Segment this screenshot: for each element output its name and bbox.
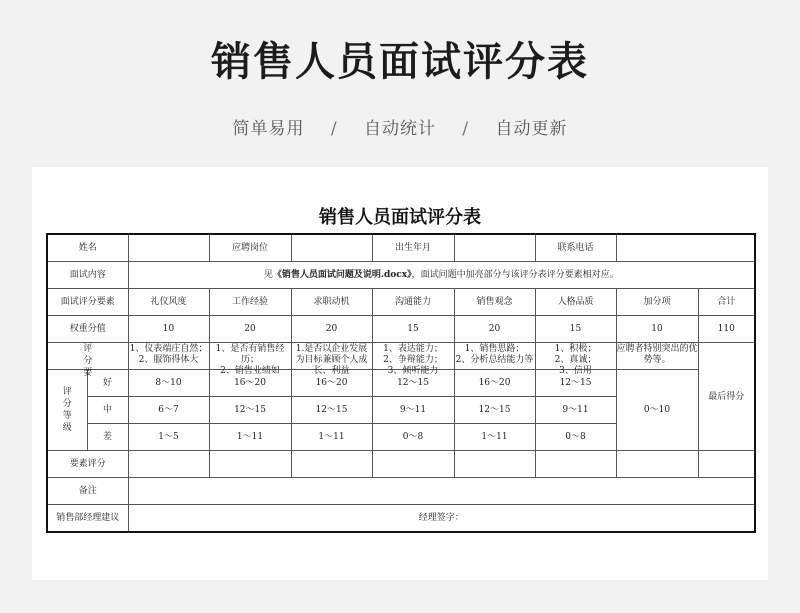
element-etiquette: 礼仪风度 bbox=[128, 289, 209, 316]
grade-cell: 1～5 bbox=[128, 424, 209, 451]
grade-level-good: 好 bbox=[87, 370, 128, 397]
grade-cell: 16～20 bbox=[291, 370, 372, 397]
document-sheet bbox=[32, 167, 768, 580]
factor-label: 要素评分 bbox=[47, 451, 128, 478]
grade-cell: 9～11 bbox=[535, 397, 616, 424]
position-label: 应聘岗位 bbox=[209, 234, 291, 262]
remark-label: 备注 bbox=[47, 478, 128, 505]
final-score-label: 最后得分 bbox=[698, 343, 755, 451]
desc-sales-concept: 1、销售思路； 2、分析总结能力等 bbox=[454, 343, 535, 370]
content-row bbox=[47, 262, 755, 289]
weight-cell: 15 bbox=[372, 316, 454, 343]
tag-auto-update: 自动更新 bbox=[495, 119, 568, 139]
remark-row bbox=[47, 478, 755, 505]
factor-input-cell[interactable] bbox=[616, 451, 698, 478]
elements-label: 面试评分要素 bbox=[47, 289, 128, 316]
elements-row bbox=[47, 289, 755, 316]
grade-cell: 8～10 bbox=[128, 370, 209, 397]
grade-cell: 1～11 bbox=[291, 424, 372, 451]
desc-bonus: 应聘者特别突出的优势等。 bbox=[616, 343, 698, 370]
grade-label: 评 分 等 级 bbox=[47, 370, 87, 451]
desc-communication: 1、表达能力； 2、争辩能力； 3、倾听能力 bbox=[372, 343, 454, 370]
phone-input-cell[interactable] bbox=[616, 234, 755, 262]
weights-row bbox=[47, 316, 755, 343]
grade-cell: 9～11 bbox=[372, 397, 454, 424]
birth-input-cell[interactable] bbox=[454, 234, 535, 262]
name-label: 姓名 bbox=[47, 234, 128, 262]
factor-input-cell[interactable] bbox=[535, 451, 616, 478]
grade-cell: 1～11 bbox=[454, 424, 535, 451]
grade-cell: 16～20 bbox=[454, 370, 535, 397]
desc-label: 评 分 要 bbox=[47, 343, 128, 370]
grade-cell: 16～20 bbox=[209, 370, 291, 397]
element-experience: 工作经验 bbox=[209, 289, 291, 316]
name-input-cell[interactable] bbox=[128, 234, 209, 262]
grade-cell: 12～15 bbox=[535, 370, 616, 397]
factor-input-cell[interactable] bbox=[209, 451, 291, 478]
element-motivation: 求职动机 bbox=[291, 289, 372, 316]
grade-cell: 12～15 bbox=[372, 370, 454, 397]
element-character: 人格品质 bbox=[535, 289, 616, 316]
weights-label: 权重分值 bbox=[47, 316, 128, 343]
birth-label: 出生年月 bbox=[372, 234, 454, 262]
weight-cell: 20 bbox=[291, 316, 372, 343]
desc-etiquette: 1、仪表端庄自然； 2、服饰得体大 bbox=[128, 343, 209, 370]
factor-input-cell[interactable] bbox=[372, 451, 454, 478]
grade-cell: 12～15 bbox=[454, 397, 535, 424]
factor-row bbox=[47, 451, 755, 478]
desc-character: 1、积极； 2、真诚； 3、信用 bbox=[535, 343, 616, 370]
grade-cell: 1～11 bbox=[209, 424, 291, 451]
sheet-title: 销售人员面试评分表 bbox=[319, 207, 481, 228]
score-table bbox=[46, 233, 756, 533]
info-row bbox=[47, 234, 755, 262]
grade-cell: 6～7 bbox=[128, 397, 209, 424]
element-communication: 沟通能力 bbox=[372, 289, 454, 316]
manager-sign-cell[interactable] bbox=[128, 505, 755, 533]
grade-cell: 12～15 bbox=[291, 397, 372, 424]
hero-title: 销售人员面试评分表 bbox=[211, 39, 589, 85]
weight-cell: 20 bbox=[454, 316, 535, 343]
element-bonus: 加分项 bbox=[616, 289, 698, 316]
bonus-range: 0～10 bbox=[616, 370, 698, 451]
tag-separator: / bbox=[330, 119, 338, 139]
desc-motivation: 1.是否以企业发展为目标兼顾个人成长、利益 bbox=[291, 343, 372, 370]
tag-separator: / bbox=[462, 119, 470, 139]
manager-label: 销售部经理建议 bbox=[47, 505, 128, 533]
factor-input-cell[interactable] bbox=[698, 451, 755, 478]
weight-cell: 10 bbox=[128, 316, 209, 343]
weight-cell: 20 bbox=[209, 316, 291, 343]
factor-input-cell[interactable] bbox=[128, 451, 209, 478]
desc-experience: 1、是否有销售经历； 2、销售业绩如 bbox=[209, 343, 291, 370]
subtitle-tags bbox=[0, 114, 800, 139]
element-total: 合计 bbox=[698, 289, 755, 316]
content-text: 见《销售人员面试问题及说明.docx》，面试问题中加亮部分与该评分表评分要素相对应。 bbox=[128, 262, 755, 289]
desc-row bbox=[47, 343, 755, 370]
grade-level-medium: 中 bbox=[87, 397, 128, 424]
manager-row bbox=[47, 505, 755, 533]
grade-cell: 0～8 bbox=[372, 424, 454, 451]
weight-cell: 15 bbox=[535, 316, 616, 343]
tag-auto-stat: 自动统计 bbox=[364, 119, 436, 139]
grade-cell: 12～15 bbox=[209, 397, 291, 424]
weight-cell: 10 bbox=[616, 316, 698, 343]
grade-cell: 0～8 bbox=[535, 424, 616, 451]
element-sales-concept: 销售观念 bbox=[454, 289, 535, 316]
factor-input-cell[interactable] bbox=[291, 451, 372, 478]
weight-total: 110 bbox=[698, 316, 755, 343]
position-input-cell[interactable] bbox=[291, 234, 372, 262]
manager-sign-label: 经理签字： bbox=[418, 513, 464, 523]
tag-easy: 简单易用 bbox=[232, 119, 305, 139]
grade-level-poor: 差 bbox=[87, 424, 128, 451]
remark-input-cell[interactable] bbox=[128, 478, 755, 505]
content-doc-link: 《销售人员面试问题及说明.docx》 bbox=[272, 270, 412, 280]
content-label: 面试内容 bbox=[47, 262, 128, 289]
phone-label: 联系电话 bbox=[535, 234, 616, 262]
factor-input-cell[interactable] bbox=[454, 451, 535, 478]
